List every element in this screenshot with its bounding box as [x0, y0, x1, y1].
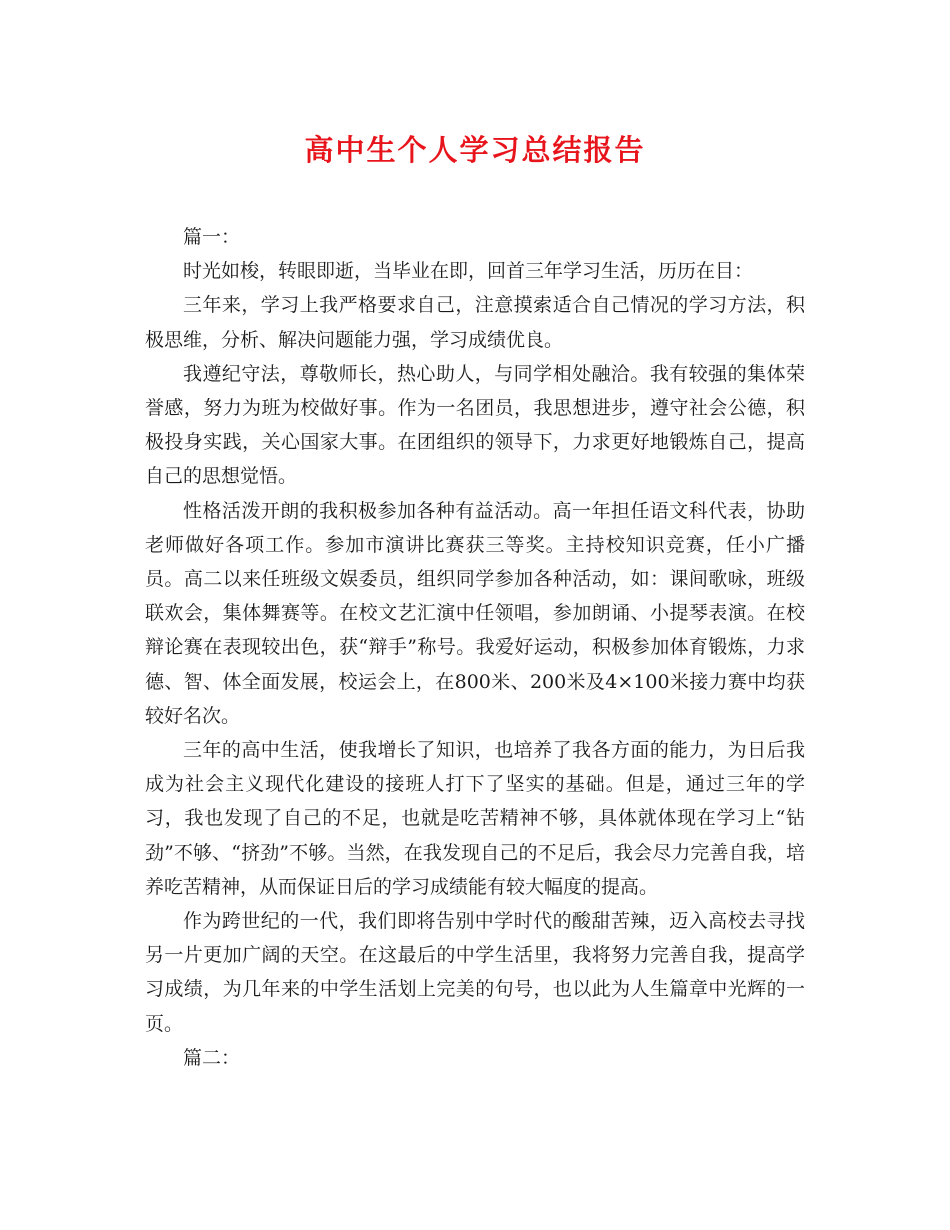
paragraph-activities: 性格活泼开朗的我积极参加各种有益活动。高一年担任语文科代表，协助老师做好各项工作。参加市演讲比赛获三等奖。主持校知识竞赛，任小广播员。高二以来任班级文娱委员，组织同学参加各种活动，如：课间歌咏，班级联欢会，集体舞赛等。在校文艺汇演中任领唱，参加朗诵、小提琴表演。在校辩论赛在表现较出色，获“辩手”称号。我爱好运动，积极参加体育锻炼，力求德、智、体全面发展，校运会上，在800米、200米及4×100米接力赛中均获较好名次。 [145, 499, 805, 727]
document-title: 高中生个人学习总结报告 [304, 133, 646, 167]
paragraph-conduct: 我遵纪守法，尊敬师长，热心助人，与同学相处融洽。我有较强的集体荣誉感，努力为班为校做好事。作为一名团员，我思想进步，遵守社会公德，积极投身实践，关心国家大事。在团组织的领导下，力求更好地锻炼自己，提高自己的思想觉悟。 [145, 362, 805, 488]
paragraph-opening: 时光如梭，转眼即逝，当毕业在即，回首三年学习生活，历历在目： [183, 260, 754, 283]
paragraph-study: 三年来，学习上我严格要求自己，注意摸索适合自己情况的学习方法，积极思维，分析、解决问题能力强，学习成绩优良。 [145, 294, 805, 351]
paragraph-reflection: 三年的高中生活，使我增长了知识，也培养了我各方面的能力，为日后我成为社会主义现代化建设的接班人打下了坚实的基础。但是，通过三年的学习，我也发现了自己的不足，也就是吃苦精神不够，具体就体现在学习上“钻劲”不够、“挤劲”不够。当然，在我发现自己的不足后，我会尽力完善自我，培养吃苦精神，从而保证日后的学习成绩能有较大幅度的提高。 [145, 739, 805, 898]
paragraph-section-2-heading: 篇二： [183, 1046, 241, 1069]
paragraph-section-1-heading: 篇一： [183, 226, 241, 248]
paragraph-outlook: 作为跨世纪的一代，我们即将告别中学时代的酸甜苦辣，迈入高校去寻找另一片更加广阔的天空。在这最后的中学生活里，我将努力完善自我，提高学习成绩，为几年来的中学生活划上完美的句号，也以此为人生篇章中光辉的一页。 [145, 910, 805, 1035]
document-body [145, 220, 805, 1075]
